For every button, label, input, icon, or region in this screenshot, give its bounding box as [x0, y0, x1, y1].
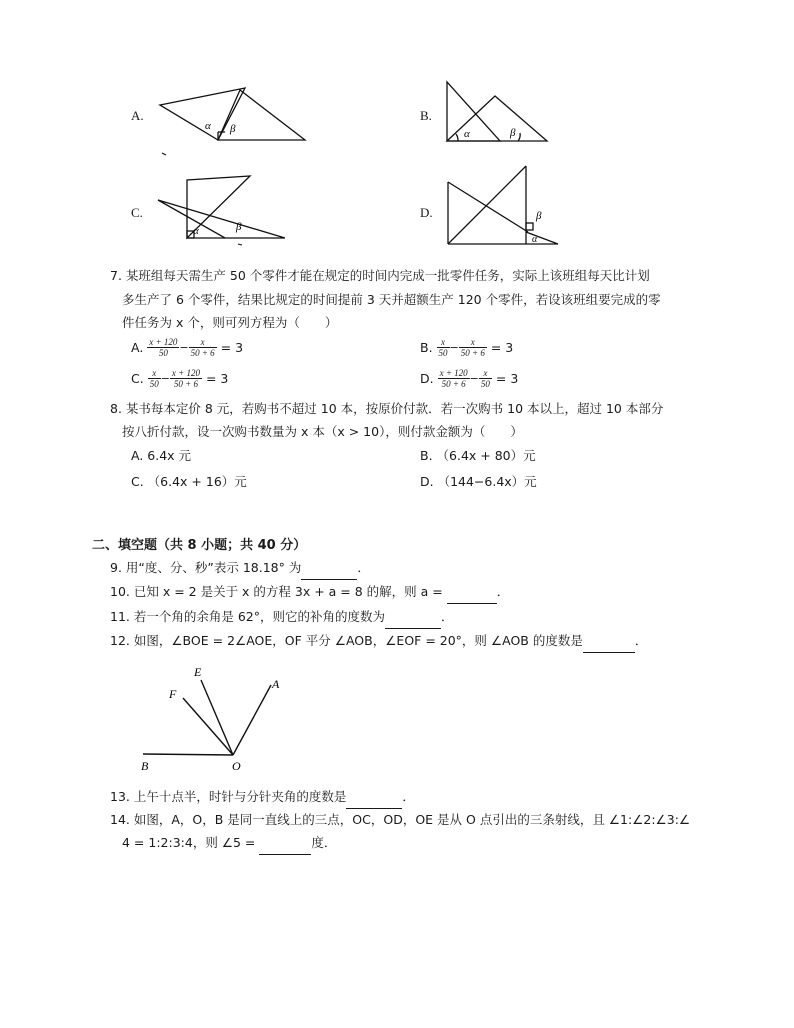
q12-figure	[135, 660, 295, 780]
q13: 13. 上午十点半，时针与分针夹角的度数是 ．	[110, 786, 415, 809]
q8-option-d[interactable]: D. （144−6.4x）元	[420, 474, 537, 489]
q9-answer-blank[interactable]	[301, 557, 357, 580]
q8-line2: 按八折付款，设一次购书数量为 x 本（x > 10），则付款金额为（ ）	[122, 424, 523, 439]
q6-c-alpha: α	[193, 225, 199, 237]
q9: 9. 用“度、分、秒”表示 18.18° 为 ．	[110, 557, 370, 580]
q6-d-alpha: α	[532, 234, 538, 245]
section-title: 二、填空题（共 8 小题；共 40 分）	[92, 538, 307, 553]
q6-b-alpha: α	[464, 128, 470, 140]
q7-line1: 7. 某班组每天需生产 50 个零件才能在规定的时间内完成一批零件任务，实际上该班组每天比计划	[110, 268, 650, 283]
q12-label-a: A	[272, 677, 280, 691]
q12-label-b: B	[141, 759, 149, 773]
q11-answer-blank[interactable]	[385, 606, 441, 629]
q6-option-d-label: D.	[420, 205, 433, 220]
q12-label-f: F	[169, 687, 177, 701]
q8-line1: 8. 某书每本定价 8 元，若购书不超过 10 本，按原价付款．若一次购书 10 本以上，超过 10 本部分	[110, 401, 664, 416]
q14-answer-blank[interactable]	[259, 832, 311, 855]
q6-c-beta: β	[236, 221, 242, 233]
q6-b-beta: β	[510, 127, 516, 139]
q12-label-o: O	[232, 759, 241, 773]
q7-option-c[interactable]: C. $\frac{x}{50}$ − $\frac{x + 120}{50 + 6}$ = 3	[131, 368, 229, 389]
q8-option-b[interactable]: B. （6.4x + 80）元	[420, 448, 536, 463]
q7-option-a[interactable]: A. $\frac{x + 120}{50}$ − $\frac{x}{50 + 6}$ = 3	[131, 337, 244, 358]
q8-option-c[interactable]: C. （6.4x + 16）元	[131, 474, 247, 489]
q6-d-beta: β	[536, 210, 542, 222]
q14-line2: 4 = 1:2:3:4，则 ∠5 = 度．	[122, 832, 336, 855]
q6-option-c-label: C.	[131, 205, 143, 220]
q7-line2: 多生产了 6 个零件，结果比规定的时间提前 3 天并超额生产 120 个零件，若设该班组要完成的零	[122, 292, 661, 307]
q6-figure-a	[150, 80, 310, 160]
q6-option-a-label: A.	[131, 108, 144, 123]
q7-line3: 件任务为 x 个，则可列方程为（ ）	[122, 315, 338, 330]
q6-figure-c	[150, 170, 295, 250]
q12-label-e: E	[194, 665, 202, 679]
q8-option-a[interactable]: A. 6.4x 元	[131, 448, 192, 463]
q6-a-alpha: α	[205, 120, 211, 132]
q12-answer-blank[interactable]	[583, 630, 635, 653]
q7-option-b[interactable]: B. $\frac{x}{50}$ − $\frac{x}{50 + 6}$ = 3	[420, 337, 514, 358]
q12: 12. 如图，∠BOE = 2∠AOE，OF 平分 ∠AOB，∠EOF = 20°，则 ∠AOB 的度数是 ．	[110, 630, 647, 653]
q10: 10. 已知 x = 2 是关于 x 的方程 3x + a = 8 的解，则 a = ．	[110, 581, 509, 604]
q7-option-d[interactable]: D. $\frac{x + 120}{50 + 6}$ − $\frac{x}{50}$ = 3	[420, 368, 519, 389]
q14-line1: 14. 如图，A，O，B 是同一直线上的三点，OC，OD，OE 是从 O 点引出的三条射线，且 ∠1:∠2:∠3:∠	[110, 812, 691, 827]
q13-answer-blank[interactable]	[346, 786, 402, 809]
q6-figure-d	[440, 162, 560, 247]
q6-a-beta: β	[230, 123, 236, 135]
q11: 11. 若一个角的余角是 62°，则它的补角的度数为 ．	[110, 606, 454, 629]
q10-answer-blank[interactable]	[447, 581, 497, 604]
q6-option-b-label: B.	[420, 108, 432, 123]
q6-figure-b	[440, 76, 555, 146]
